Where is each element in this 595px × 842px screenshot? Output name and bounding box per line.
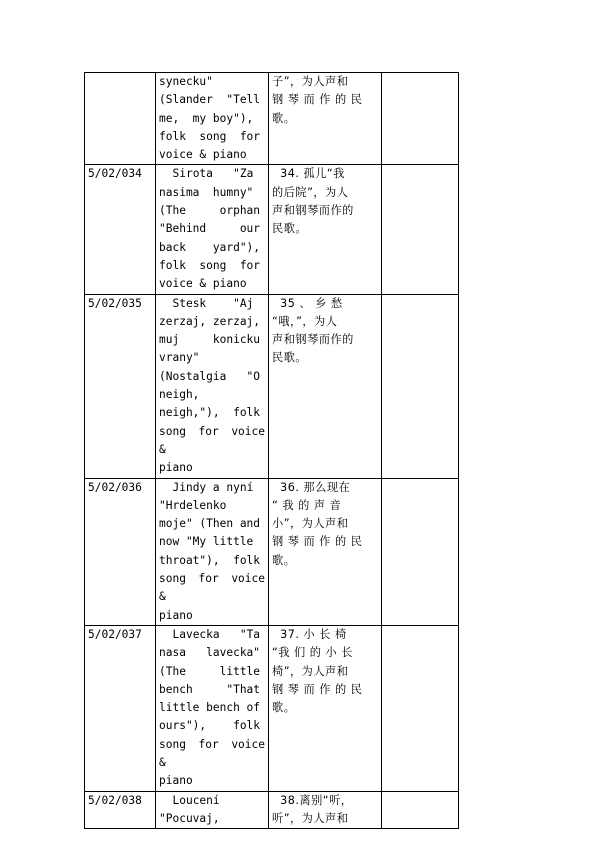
catalog-number-cell: 5/02/036 <box>85 478 156 625</box>
chinese-title-line: 声和钢琴而作的 <box>272 333 354 347</box>
english-title-line: song for voice & <box>159 737 272 769</box>
english-title-line: zerzaj, zerzaj, <box>159 314 261 328</box>
chinese-title-line: 钢 琴 而 作 的 民 <box>272 682 363 696</box>
chinese-title-line: 歌。 <box>272 701 296 715</box>
chinese-title-line: 民歌。 <box>272 222 308 236</box>
english-title-line: bench "That <box>159 682 261 696</box>
chinese-title-line: 小”，为人声和 <box>272 517 349 531</box>
chinese-title-line: 听”，为人声和 <box>272 811 349 825</box>
english-title-line: ours"), folk <box>159 719 261 733</box>
catalog-number-cell <box>85 73 156 165</box>
english-title-line: throat"), folk <box>159 553 261 567</box>
english-title-cell <box>156 165 269 294</box>
english-title-cell <box>156 791 269 829</box>
catalog-number-cell: 5/02/038 <box>85 791 156 829</box>
chinese-title-line: 子”，为人声和 <box>272 75 349 88</box>
empty-cell <box>382 294 459 478</box>
empty-cell <box>382 165 459 294</box>
english-title-line: neigh, <box>159 388 200 402</box>
chinese-title-line: 的后院”，为人 <box>272 185 349 199</box>
english-title-line: song for voice & <box>159 572 272 604</box>
chinese-title-line: 38.离别“听， <box>272 793 353 807</box>
english-title-line: (The orphan <box>159 204 261 218</box>
song-catalog-table <box>84 72 459 829</box>
english-title-line: moje" (Then and <box>159 517 261 531</box>
chinese-title-line: 歌。 <box>272 111 296 125</box>
chinese-title-line: 声和钢琴而作的 <box>272 204 354 218</box>
english-title-line: voice & piano <box>159 148 247 162</box>
english-title-line: voice & piano <box>159 277 247 291</box>
table-row <box>85 294 459 478</box>
catalog-number-cell: 5/02/034 <box>85 165 156 294</box>
chinese-title-line: 椅”，为人声和 <box>272 664 349 678</box>
chinese-title-cell <box>269 625 382 791</box>
english-title-line: vrany" <box>159 351 200 365</box>
english-title-line: Loucení <box>159 793 220 807</box>
table-row <box>85 478 459 625</box>
empty-cell <box>382 73 459 165</box>
chinese-title-line: 37. 小 长 椅 <box>272 627 347 641</box>
chinese-title-line: 36. 那么现在 <box>272 480 351 494</box>
table-row <box>85 791 459 829</box>
chinese-title-line: “我 们 的 小 长 <box>272 646 353 660</box>
english-title-line: synecku" <box>159 75 213 88</box>
english-title-cell <box>156 73 269 165</box>
chinese-title-cell <box>269 73 382 165</box>
english-title-line: muj konicku <box>159 333 261 347</box>
catalog-number-cell: 5/02/037 <box>85 625 156 791</box>
chinese-title-cell <box>269 294 382 478</box>
chinese-title-line: 民歌。 <box>272 351 308 365</box>
english-title-line: "Hrdelenko <box>159 498 227 512</box>
table-row <box>85 625 459 791</box>
chinese-title-line: “ 我 的 声 音 <box>272 498 342 512</box>
chinese-title-line: 钢 琴 而 作 的 民 <box>272 93 363 107</box>
table-row <box>85 165 459 294</box>
empty-cell <box>382 478 459 625</box>
empty-cell <box>382 791 459 829</box>
english-title-line: nasima humny" <box>159 185 254 199</box>
english-title-line: neigh,"), folk <box>159 406 261 420</box>
empty-cell <box>382 625 459 791</box>
english-title-cell <box>156 625 272 791</box>
english-title-cell <box>156 478 272 625</box>
english-title-line: Lavecka "Ta <box>159 627 261 641</box>
english-title-line: piano <box>159 461 193 475</box>
english-title-line: (Nostalgia "O <box>159 369 261 383</box>
table-body <box>85 73 459 829</box>
english-title-line: "Behind our <box>159 222 261 236</box>
english-title-line: me, my boy"), <box>159 111 254 125</box>
chinese-title-line: 34. 孤儿“我 <box>272 167 345 181</box>
english-title-line: "Pocuvaj, <box>159 811 220 825</box>
english-title-line: Sirota "Za <box>159 167 254 181</box>
chinese-title-line: “哦，”，为人 <box>272 314 338 328</box>
chinese-title-cell <box>269 791 382 829</box>
english-title-line: (Slander "Tell <box>159 93 261 107</box>
chinese-title-line: 歌。 <box>272 553 296 567</box>
chinese-title-line: 钢 琴 而 作 的 民 <box>272 535 363 549</box>
english-title-line: back yard"), <box>159 240 261 254</box>
english-title-line: Stesk "Aj <box>159 296 254 310</box>
english-title-line: piano <box>159 774 193 788</box>
english-title-line: Jindy a nyní <box>159 480 254 494</box>
english-title-line: piano <box>159 608 193 622</box>
english-title-line: song for voice & <box>159 424 272 456</box>
catalog-number-cell: 5/02/035 <box>85 294 156 478</box>
english-title-line: folk song for <box>159 129 261 143</box>
english-title-line: nasa lavecka" <box>159 646 261 660</box>
chinese-title-cell <box>269 165 382 294</box>
english-title-line: little bench of <box>159 701 261 715</box>
english-title-line: folk song for <box>159 258 261 272</box>
english-title-line: now "My little <box>159 535 254 549</box>
english-title-line: (The little <box>159 664 261 678</box>
english-title-cell <box>156 294 272 478</box>
table-row <box>85 73 459 165</box>
chinese-title-line: 35 、 乡 愁 <box>272 296 343 310</box>
chinese-title-cell <box>269 478 382 625</box>
